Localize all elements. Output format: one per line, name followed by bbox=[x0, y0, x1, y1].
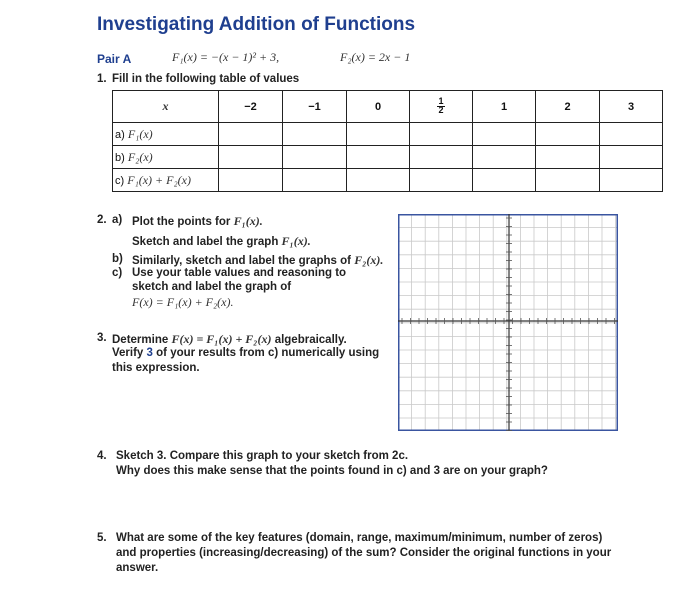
q2a-label: a) bbox=[112, 214, 123, 226]
q4-number: 4. bbox=[97, 450, 107, 462]
fraction-one-half: $\frac{1}{2}$ bbox=[438, 96, 444, 115]
x-value-cell: −2 bbox=[219, 91, 283, 123]
answer-cell[interactable] bbox=[219, 146, 283, 169]
x-value-cell bbox=[410, 91, 473, 123]
x-value-cell: −1 bbox=[283, 91, 347, 123]
x-value-cell: 1 bbox=[473, 91, 536, 123]
answer-cell[interactable] bbox=[600, 169, 663, 192]
answer-cell[interactable] bbox=[410, 123, 473, 146]
answer-cell[interactable] bbox=[536, 146, 600, 169]
q5-line3: answer. bbox=[116, 562, 159, 574]
axis-ticks bbox=[402, 218, 615, 431]
row-label: a) F₁(x) bbox=[113, 123, 219, 146]
answer-cell[interactable] bbox=[600, 123, 663, 146]
q1-number: 1. bbox=[97, 73, 107, 85]
answer-cell[interactable] bbox=[473, 146, 536, 169]
q5-number: 5. bbox=[97, 532, 107, 544]
q2a-line2: Sketch and label the graph F₁(x). bbox=[132, 234, 311, 248]
answer-cell[interactable] bbox=[600, 146, 663, 169]
f1-definition: F₁(x) = −(x − 1)² + 3, bbox=[172, 50, 280, 64]
q2c-equation: F(x) = F₁(x) + F₂(x). bbox=[132, 295, 234, 309]
q2b-text: Similarly, sketch and label the graphs of F₂(x). bbox=[132, 253, 384, 267]
table-row bbox=[113, 123, 663, 146]
row-label: c) F₁(x) + F₂(x) bbox=[113, 169, 219, 192]
q3-line3: this expression. bbox=[112, 362, 200, 374]
answer-cell[interactable] bbox=[347, 169, 410, 192]
q1-text: Fill in the following table of values bbox=[112, 73, 300, 85]
x-header: x bbox=[113, 91, 219, 123]
answer-cell[interactable] bbox=[536, 123, 600, 146]
q2c-line2: sketch and label the graph of bbox=[132, 281, 292, 293]
values-table bbox=[112, 90, 663, 192]
x-value-cell: 3 bbox=[600, 91, 663, 123]
answer-cell[interactable] bbox=[410, 169, 473, 192]
q4-line1: Sketch 3. Compare this graph to your sketch from 2c. bbox=[116, 450, 409, 462]
x-value-cell: 0 bbox=[347, 91, 410, 123]
q2c-label: c) bbox=[112, 267, 123, 279]
coordinate-grid[interactable] bbox=[398, 214, 618, 431]
q3-line1: Determine F(x) = F₁(x) + F₂(x) algebraically. bbox=[112, 332, 347, 346]
answer-cell[interactable] bbox=[283, 123, 347, 146]
pair-label: Pair A bbox=[97, 52, 132, 66]
f2-definition: F₂(x) = 2x − 1 bbox=[340, 50, 411, 64]
q5-line1: What are some of the key features (domain, range, maximum/minimum, number of zeros) bbox=[116, 532, 603, 544]
table-header-row bbox=[113, 91, 663, 123]
answer-cell[interactable] bbox=[219, 123, 283, 146]
table-row bbox=[113, 169, 663, 192]
q4-line2: Why does this make sense that the points found in c) and 3 are on your graph? bbox=[116, 465, 548, 477]
answer-cell[interactable] bbox=[219, 169, 283, 192]
q5-line2: and properties (increasing/decreasing) of the sum? Consider the original functions in your bbox=[116, 547, 612, 559]
answer-cell[interactable] bbox=[347, 123, 410, 146]
q3-number: 3. bbox=[97, 332, 107, 344]
grid-lines bbox=[398, 214, 618, 431]
q2b-label: b) bbox=[112, 253, 123, 265]
answer-cell[interactable] bbox=[536, 169, 600, 192]
answer-cell[interactable] bbox=[473, 169, 536, 192]
q2a-text: Plot the points for F₁(x). bbox=[132, 214, 263, 228]
answer-cell[interactable] bbox=[473, 123, 536, 146]
q3-line2: Verify 3 of your results from c) numerically using bbox=[112, 347, 380, 359]
answer-cell[interactable] bbox=[410, 146, 473, 169]
answer-cell[interactable] bbox=[283, 169, 347, 192]
q2c-line1: Use your table values and reasoning to bbox=[132, 267, 347, 279]
answer-cell[interactable] bbox=[347, 146, 410, 169]
page-title: Investigating Addition of Functions bbox=[97, 14, 416, 35]
answer-cell[interactable] bbox=[283, 146, 347, 169]
table-row bbox=[113, 146, 663, 169]
q2-number: 2. bbox=[97, 214, 107, 226]
x-value-cell: 2 bbox=[536, 91, 600, 123]
row-label: b) F₂(x) bbox=[113, 146, 219, 169]
